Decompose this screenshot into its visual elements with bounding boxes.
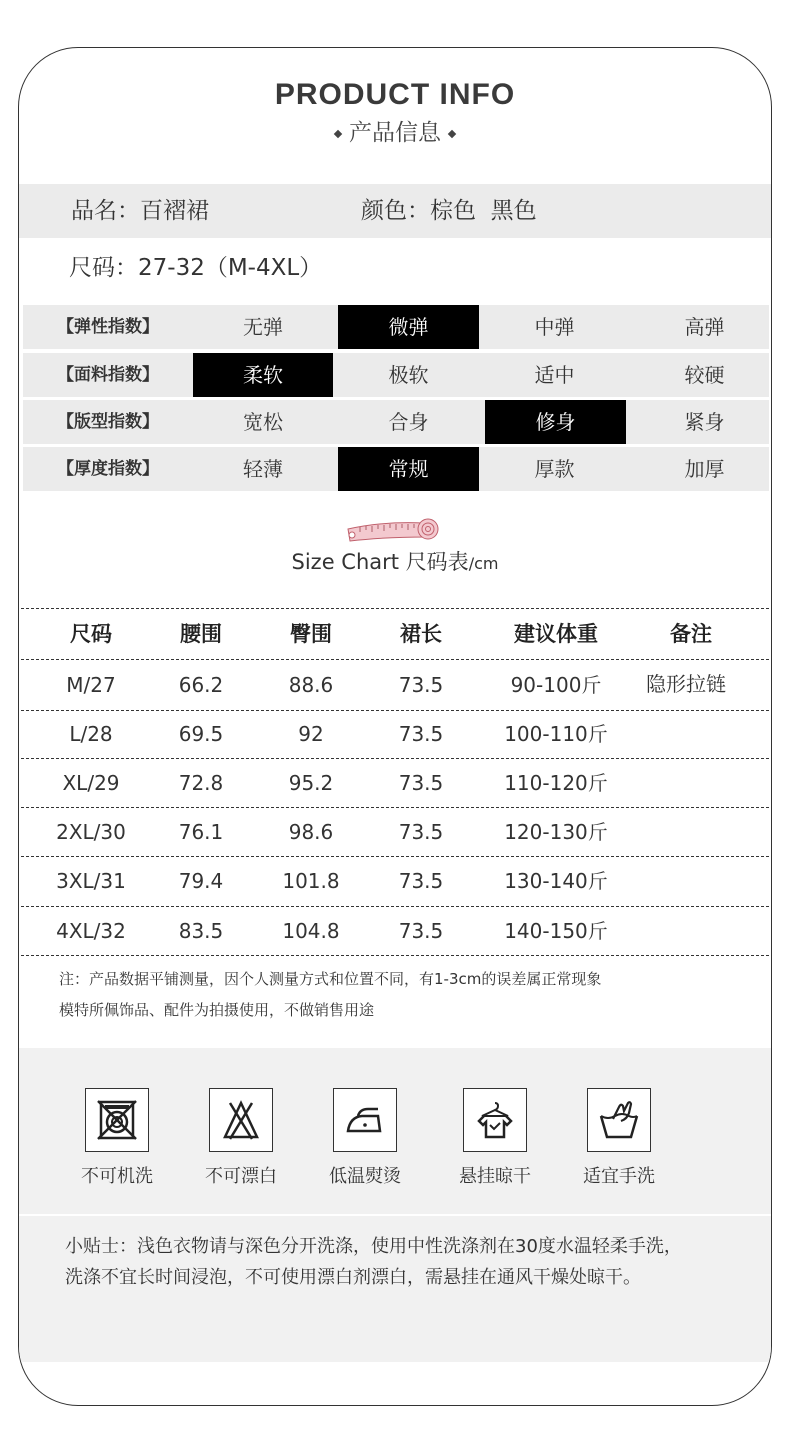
table-header-cell: 裙长 bbox=[400, 622, 442, 646]
tape-measure-icon bbox=[344, 515, 444, 545]
index-row-thickness bbox=[23, 447, 769, 491]
index-option: 修身 bbox=[485, 400, 626, 444]
table-cell: 73.5 bbox=[398, 820, 444, 844]
title-chinese-wrap bbox=[19, 114, 771, 147]
index-option: 适中 bbox=[534, 363, 575, 387]
title-english: PRODUCT INFO bbox=[274, 78, 516, 111]
size-chart-unit: /cm bbox=[468, 554, 499, 573]
care-item bbox=[445, 1088, 545, 1188]
product-size-range: 尺码：27-32（M-4XL） bbox=[69, 255, 323, 281]
index-option: 紧身 bbox=[684, 410, 725, 434]
hand-wash-icon bbox=[587, 1088, 651, 1152]
index-label: 【版型指数】 bbox=[57, 412, 159, 432]
measurement-note: 注：产品数据平铺测量，因个人测量方式和位置不同，有1-3cm的误差属正常现象 bbox=[59, 970, 602, 988]
index-row-fit bbox=[23, 400, 769, 444]
care-item bbox=[315, 1088, 415, 1188]
index-option: 柔软 bbox=[193, 353, 333, 397]
table-cell: 73.5 bbox=[398, 673, 444, 697]
table-cell: 73.5 bbox=[398, 771, 444, 795]
size-chart-title: Size Chart 尺码表 bbox=[291, 550, 469, 574]
no-machine-wash-icon bbox=[85, 1088, 149, 1152]
title-chinese: 产品信息 bbox=[349, 120, 441, 146]
table-cell: 73.5 bbox=[398, 869, 444, 893]
index-row-elasticity bbox=[23, 305, 769, 349]
care-item bbox=[191, 1088, 291, 1188]
table-cell: 130-140斤 bbox=[504, 869, 608, 893]
tip-line: 洗涤不宜长时间浸泡，不可使用漂白剂漂白，需悬挂在通风干燥处晾干。 bbox=[65, 1267, 641, 1288]
table-cell: 72.8 bbox=[178, 771, 224, 795]
index-row-fabric bbox=[23, 353, 769, 397]
index-option: 厚款 bbox=[534, 457, 575, 481]
care-label: 不可机洗 bbox=[81, 1166, 153, 1187]
table-header-row bbox=[21, 608, 769, 659]
table-header-cell: 备注 bbox=[670, 622, 712, 646]
table-cell: 92 bbox=[298, 722, 324, 746]
no-bleach-icon bbox=[209, 1088, 273, 1152]
table-cell: 79.4 bbox=[178, 869, 224, 893]
tips-band bbox=[19, 1216, 771, 1362]
accessory-note: 模特所佩饰品、配件为拍摄使用，不做销售用途 bbox=[59, 1001, 375, 1019]
care-item bbox=[569, 1088, 669, 1188]
index-option: 中弹 bbox=[534, 315, 575, 339]
index-label: 【弹性指数】 bbox=[57, 317, 159, 337]
table-cell: 98.6 bbox=[288, 820, 334, 844]
product-colors: 颜色：棕色 黑色 bbox=[361, 198, 537, 224]
table-row bbox=[21, 710, 769, 758]
table-cell: 120-130斤 bbox=[504, 820, 608, 844]
index-option: 合身 bbox=[388, 410, 429, 434]
table-cell: 101.8 bbox=[282, 869, 340, 893]
table-row bbox=[21, 807, 769, 856]
index-label: 【面料指数】 bbox=[57, 365, 159, 385]
table-cell: XL/29 bbox=[62, 771, 120, 795]
care-band bbox=[19, 1048, 771, 1214]
table-cell: 73.5 bbox=[398, 722, 444, 746]
table-cell: 66.2 bbox=[178, 673, 224, 697]
table-cell: 4XL/32 bbox=[56, 919, 126, 943]
size-chart-heading bbox=[19, 546, 771, 576]
table-cell: 104.8 bbox=[282, 919, 340, 943]
care-label: 低温熨烫 bbox=[329, 1166, 401, 1187]
table-cell: 100-110斤 bbox=[504, 722, 608, 746]
index-option: 常规 bbox=[338, 447, 479, 491]
table-header-cell: 腰围 bbox=[180, 622, 222, 646]
table-cell: 140-150斤 bbox=[504, 919, 608, 943]
table-cell: 2XL/30 bbox=[56, 820, 126, 844]
care-item bbox=[67, 1088, 167, 1188]
index-label: 【厚度指数】 bbox=[57, 459, 159, 479]
table-cell: 隐形拉链 bbox=[646, 672, 726, 696]
table-row bbox=[21, 758, 769, 807]
product-name: 品名：百褶裙 bbox=[71, 198, 209, 224]
table-row bbox=[21, 906, 769, 956]
product-info-card bbox=[18, 47, 772, 1406]
care-label: 适宜手洗 bbox=[583, 1166, 655, 1187]
hang-dry-icon bbox=[463, 1088, 527, 1152]
table-cell: 83.5 bbox=[178, 919, 224, 943]
size-table bbox=[21, 608, 769, 956]
care-label: 悬挂晾干 bbox=[459, 1166, 531, 1187]
table-cell: 69.5 bbox=[178, 722, 224, 746]
table-cell: 110-120斤 bbox=[504, 771, 608, 795]
table-cell: 3XL/31 bbox=[56, 869, 126, 893]
table-cell: 76.1 bbox=[178, 820, 224, 844]
low-temp-iron-icon bbox=[333, 1088, 397, 1152]
table-cell: 90-100斤 bbox=[510, 673, 602, 697]
tip-line: 小贴士：浅色衣物请与深色分开洗涤，使用中性洗涤剂在30度水温轻柔手洗， bbox=[65, 1236, 682, 1257]
index-option: 较硬 bbox=[684, 363, 725, 387]
table-cell: L/28 bbox=[69, 722, 113, 746]
table-header-cell: 尺码 bbox=[70, 622, 112, 646]
index-option: 无弹 bbox=[243, 315, 283, 339]
index-option: 宽松 bbox=[243, 410, 283, 434]
table-header-cell: 臀围 bbox=[290, 622, 332, 646]
table-cell: 95.2 bbox=[288, 771, 334, 795]
table-row bbox=[21, 659, 769, 710]
index-option: 高弹 bbox=[684, 315, 725, 339]
diamond-bullet-icon bbox=[448, 129, 456, 137]
table-row bbox=[21, 856, 769, 906]
diamond-bullet-icon bbox=[334, 129, 342, 137]
index-option: 加厚 bbox=[684, 457, 725, 481]
info-band bbox=[19, 184, 771, 238]
table-header-cell: 建议体重 bbox=[514, 622, 598, 646]
care-label: 不可漂白 bbox=[205, 1166, 277, 1187]
index-option: 极软 bbox=[388, 363, 429, 387]
table-cell: M/27 bbox=[66, 673, 116, 697]
index-option: 微弹 bbox=[338, 305, 479, 349]
table-cell: 73.5 bbox=[398, 919, 444, 943]
index-option: 轻薄 bbox=[243, 457, 283, 481]
table-cell: 88.6 bbox=[288, 673, 334, 697]
